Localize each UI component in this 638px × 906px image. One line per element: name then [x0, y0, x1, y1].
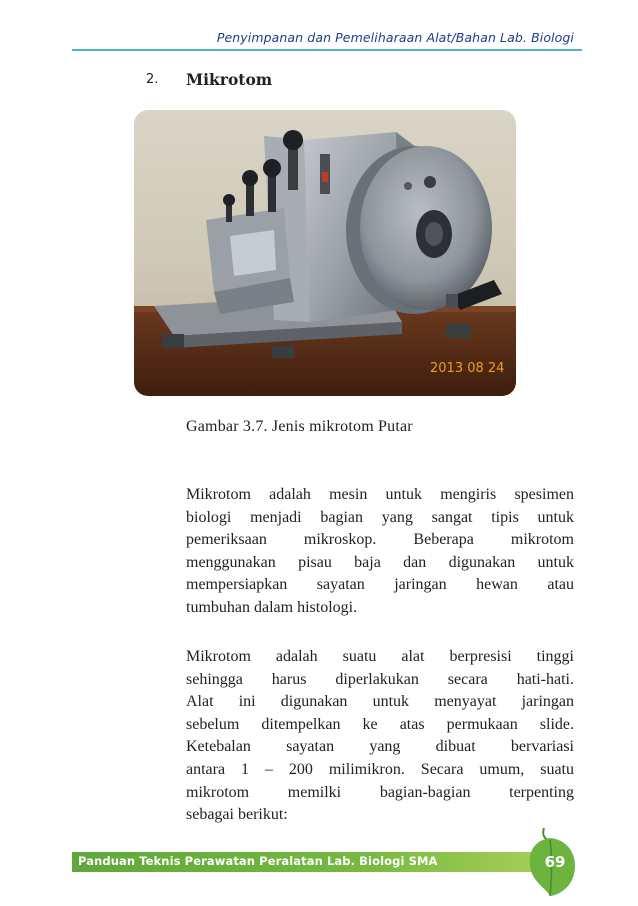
paragraph-line: Mikrotom adalah suatu alat berpresisi tinggi: [186, 648, 574, 665]
paragraph-line: biologi menjadi bagian yang sangat tipis untuk: [186, 508, 574, 526]
paragraph-line: antara 1 – 200 milimikron. Secara umum, suatu: [186, 760, 574, 778]
paragraph-line: menggunakan pisau baja dan digunakan untuk: [186, 553, 574, 571]
paragraph-line: mikrotom memilki bagian-bagian terpenting: [186, 783, 574, 801]
paragraph-line: Ketebalan sayatan yang dibuat bervariasi: [186, 738, 574, 756]
paragraph-1: [186, 484, 574, 620]
header-rule: [72, 49, 582, 51]
section-number: 2.: [146, 72, 159, 87]
paragraph-line: sebagai berikut:: [186, 806, 288, 824]
paragraph-line: tumbuhan dalam histologi.: [186, 598, 358, 616]
paragraph-line: Mikrotom adalah mesin untuk mengiris spesimen: [186, 486, 574, 503]
paragraph-line: mempersiapkan sayatan jaringan hewan atau: [186, 576, 574, 594]
paragraph-line: Alat ini digunakan untuk menyayat jaringan: [186, 693, 574, 711]
footer-title: Panduan Teknis Perawatan Peralatan Lab. Biologi SMA: [78, 854, 438, 868]
figure-caption: Gambar 3.7. Jenis mikrotom Putar: [186, 418, 413, 435]
microtome-photo: [134, 110, 516, 396]
date-stamp: 2013 08 24: [430, 361, 505, 376]
paragraph-line: pemeriksaan mikroskop. Beberapa mikrotom: [186, 531, 574, 549]
header-title: Penyimpanan dan Pemeliharaan Alat/Bahan Lab. Biologi: [216, 30, 574, 45]
section-title: Mikrotom: [186, 70, 273, 89]
page-number: 69: [544, 853, 566, 871]
paragraph-line: sehingga harus diperlakukan secara hati-hati.: [186, 670, 574, 688]
paragraph-2: [186, 646, 574, 827]
paragraph-line: sebelum ditempelkan ke atas permukaan slide.: [186, 715, 574, 733]
